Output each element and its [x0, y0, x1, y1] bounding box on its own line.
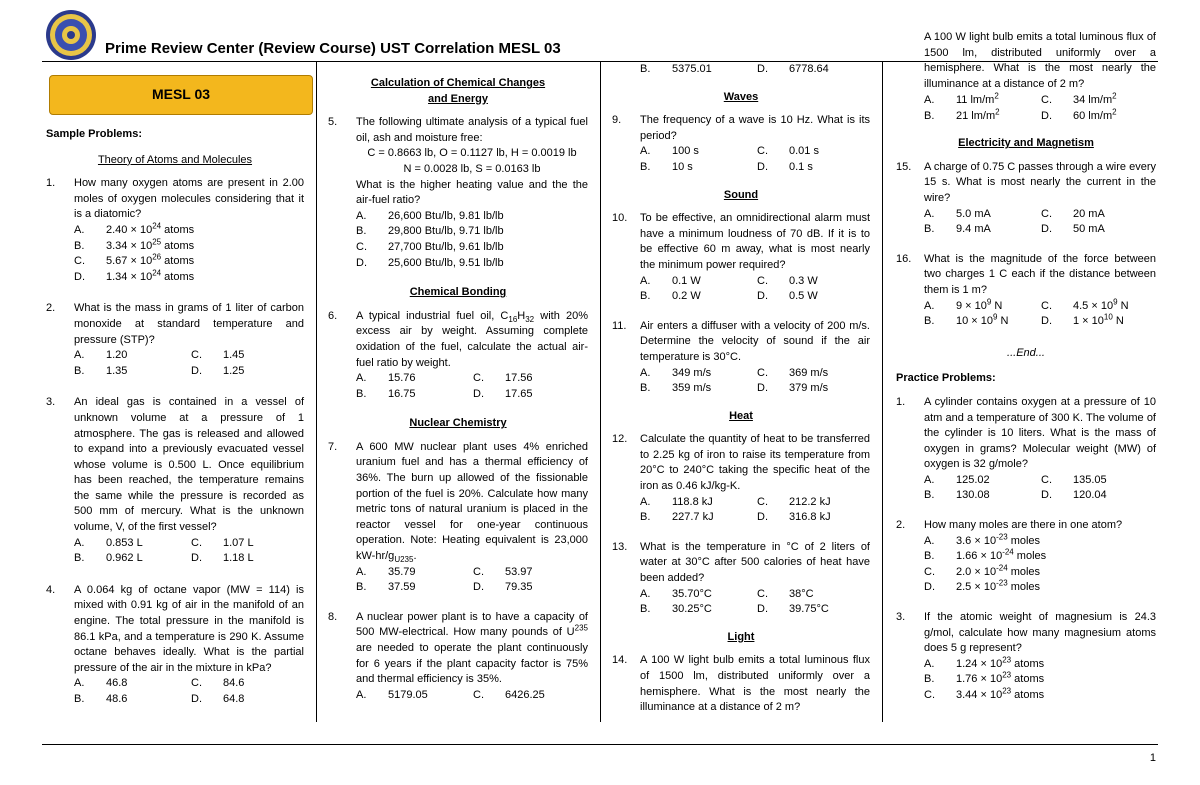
question-5: 5. The following ultimate analysis of a typical fuel oil, ash and moisture free: C = 0.8663 lb, O = 0.1127 lb, H = 0.0019 lb N = 0.0028 lb, S = 0.0163 lb What is the higher heating value and the the air-fuel ratio? [328, 116, 588, 207]
answer-options: A. 35.79 C. 53.97 B. 37.59 D. 79.35 [356, 565, 533, 594]
section-heading: Sound [723, 188, 759, 201]
answer-options: A. $1.24 \times 10^{23}$ atoms B. $1.76 \times 10^{23}$ atoms C. $3.44 \times 10^{23}$ atoms [924, 655, 1045, 701]
answer-options: A. 118.8 kJ C. 212.2 kJ B. 227.7 kJ D. 316.8 kJ [640, 495, 831, 524]
answer-options: A. 11 $lm/m^2$ C. 34 $lm/m^2$ B. 21 $lm/m^2$ D. 60 $lm/m^2$ [924, 91, 1117, 122]
question-14-continued: A 100 W light bulb emits a total luminous flux of 1500 lm, distributed uniformly over a hemisphere. What is the most nearly the illuminance at a distance of 2 m? [924, 31, 1156, 90]
answer-options: A. 0.1 W C. 0.3 W B. 0.2 W D. 0.5 W [640, 274, 818, 303]
section-heading: Calculation of Chemical Changes and Energy [370, 77, 546, 105]
answer-options: A. 0.853 L C. 1.07 L B. 0.962 L D. 1.18 L [74, 536, 254, 565]
answer-options: A. 5.0 mA C. 20 mA B. 9.4 mA D. 50 mA [924, 207, 1105, 236]
answer-options: A. 100 s C. 0.01 s B. 10 s D. 0.1 s [640, 145, 819, 173]
question-6: 6. A typical industrial fuel oil, $C_{16}H_{32}$ with 20% excess air by weight. Assuming complete oxidation of the fuel, calculate the actual air-fuel ratio by weight. [328, 309, 588, 369]
column-divider [316, 62, 317, 722]
column-divider [882, 62, 883, 722]
answer-options: B. 5375.01 D. 6778.64 [640, 63, 829, 75]
answer-options: A. 1.20 C. 1.45 B. 1.35 D. 1.25 [74, 349, 245, 377]
question-12: 12. Calculate the quantity of heat to be transferred to 2.25 kg of iron to raise its temperature from 20°C to 240°C taking the specific heat of the iron as 0.46 kJ/kg-K. [612, 433, 870, 493]
answer-options: A. 26,600 Btu/lb, 9.81 lb/lb B. 29,800 Btu/lb, 9.71 lb/lb C. 27,700 Btu/lb, 9.61 lb/lb D. 25,600 Btu/lb, 9.51 lb/lb [356, 209, 504, 269]
answer-options: A. 46.8 C. 84.6 B. 48.6 D. 64.8 [74, 677, 245, 705]
footer-rule [42, 744, 1158, 745]
section-heading: Electricity and Magnetism [958, 137, 1094, 150]
section-heading: Chemical Bonding [409, 286, 507, 299]
practice-problems-label: Practice Problems: [896, 372, 996, 385]
column-2 [328, 70, 588, 703]
column-4 [896, 31, 1156, 704]
question-3: 3. An ideal gas is contained in a vessel of unknown volume at a pressure of 1 atmosphere. The gas is released and allowed to expand into a previously evacuated vessel whose volume is 0.500 L. Once equilibrium has been reached, the temperature remains the same while the pressure is recorded as 500 mm of mercury. What is the unknown volume, V, of the first vessel? [46, 396, 304, 534]
column-divider [600, 62, 601, 722]
question-15: 15. A charge of 0.75 C passes through a wire every 15 s. What is most nearly the current in the wire? [896, 160, 1156, 204]
question-1: 1. How many oxygen atoms are present in 2.00 moles of oxygen molecules considering that it is a diatomic? [46, 177, 304, 221]
school-seal-logo [45, 9, 97, 61]
question-8: 8. A nuclear power plant is to have a capacity of 500 MW-electrical. How many pounds of $U^{235}$ are needed to operate the plant continuously for 6 years if the plant capacity factor is 75% and thermal efficiency is 35%. [328, 610, 588, 686]
section-heading: Nuclear Chemistry [409, 417, 507, 430]
question-13: 13. What is the temperature in °C of 2 liters of water at 30°C after 500 calories of heat have been added? [612, 540, 870, 585]
answer-options: A. 15.76 C. 17.56 B. 16.75 D. 17.65 [356, 372, 533, 400]
question-4: 4. A 0.064 kg of octane vapor (MW = 114) is mixed with 0.91 kg of air in the manifold of an engine. The total pressure in the manifold is 86.1 kPa, and a temperature is 290 K. Assume octane behaves ideally. What is the partial pressure of the air in the mixture in kPa? [46, 583, 304, 674]
document-title: Prime Review Center (Review Course) UST Correlation MESL 03 [105, 40, 561, 57]
question-16: 16. What is the magnitude of the force between two charges 1 C each if the distance between them is 1 m? [896, 252, 1156, 296]
answer-options: A. 5179.05 C. 6426.25 [356, 688, 545, 701]
column-3 [612, 62, 870, 714]
section-heading: Theory of Atoms and Molecules [97, 153, 253, 166]
question-9: 9. The frequency of a wave is 10 Hz. What is its period? [612, 114, 870, 142]
question-11: 11. Air enters a diffuser with a velocity of 200 m/s. Determine the velocity of sound if the air temperature is 30°C. [612, 319, 870, 363]
section-heading: Heat [729, 409, 753, 422]
answer-options: A. 125.02 C. 135.05 B. 130.08 D. 120.04 [924, 473, 1107, 502]
column-1 [46, 62, 304, 708]
practice-question-1: 1. A cylinder contains oxygen at a pressure of 10 atm and a temperature of 300 K. The volume of the cylinder is 10 liters. What is the mass of oxygen in grams? Molecular weight (MW) of oxygen is 32 g/mole? [896, 395, 1156, 471]
practice-question-2: 2. How many moles are there in one atom? [896, 519, 1123, 532]
question-14: 14. A 100 W light bulb emits a total luminous flux of 1500 lm, distributed uniformly over a hemisphere. What is the most nearly the illuminance at a distance of 2 m? [612, 654, 870, 714]
practice-question-3: 3. If the atomic weight of magnesium is 24.3 g/mol, calculate how many magnesium atoms does 5 g represent? [896, 611, 1156, 655]
question-2: 2. What is the mass in grams of 1 liter of carbon monoxide at standard temperature and pressure (STP)? [46, 302, 304, 346]
answer-options: A. $2.40 \times 10^{24}$ atoms B. $3.34 \times 10^{25}$ atoms C. $5.67 \times 10^{26}$ atoms D. $1.34 \times 10^{24}$ atoms [74, 221, 195, 283]
answer-options: A. 35.70°C C. 38°C B. 30.25°C D. 39.75°C [640, 587, 829, 616]
question-10: 10. To be effective, an omnidirectional alarm must have a minimum loudness of 70 dB. If it is to be effective 60 m away, what is most nearly the minimum power required? [612, 212, 870, 271]
mesl-badge: MESL 03 [49, 75, 313, 115]
answer-options: A. $3.6 \times 10^{-23}$ moles B. $1.66 \times 10^{-24}$ moles C. $2.0 \times 10^{-24}$ moles D. $2.5 \times 10^{-23}$ moles [924, 532, 1047, 594]
page-number: 1 [1149, 752, 1156, 764]
end-marker: ...End... [1007, 346, 1045, 359]
answer-options: A. $9 \times 10^9$ N C. $4.5 \times 10^9$ N B. $10 \times 10^9$ N D. $1 \times 10^{10}$ N [924, 296, 1129, 328]
question-7: 7. A 600 MW nuclear plant uses 4% enriched uranium fuel and has a thermal efficiency of 36%. The burn up allowed of the fissionable portion of the fuel is 20%. Calculate how many metric tons of natural uranium is placed in the reactor vessel for one-year continuous operation. Note: Heating equivalent is 23,000 $kW-hr/g_{U235}$. [328, 440, 588, 565]
section-heading: Light [727, 630, 755, 643]
sample-problems-label: Sample Problems: [46, 128, 142, 140]
section-heading: Waves [723, 90, 759, 103]
answer-options: A. 349 m/s C. 369 m/s B. 359 m/s D. 379 m/s [640, 366, 829, 395]
